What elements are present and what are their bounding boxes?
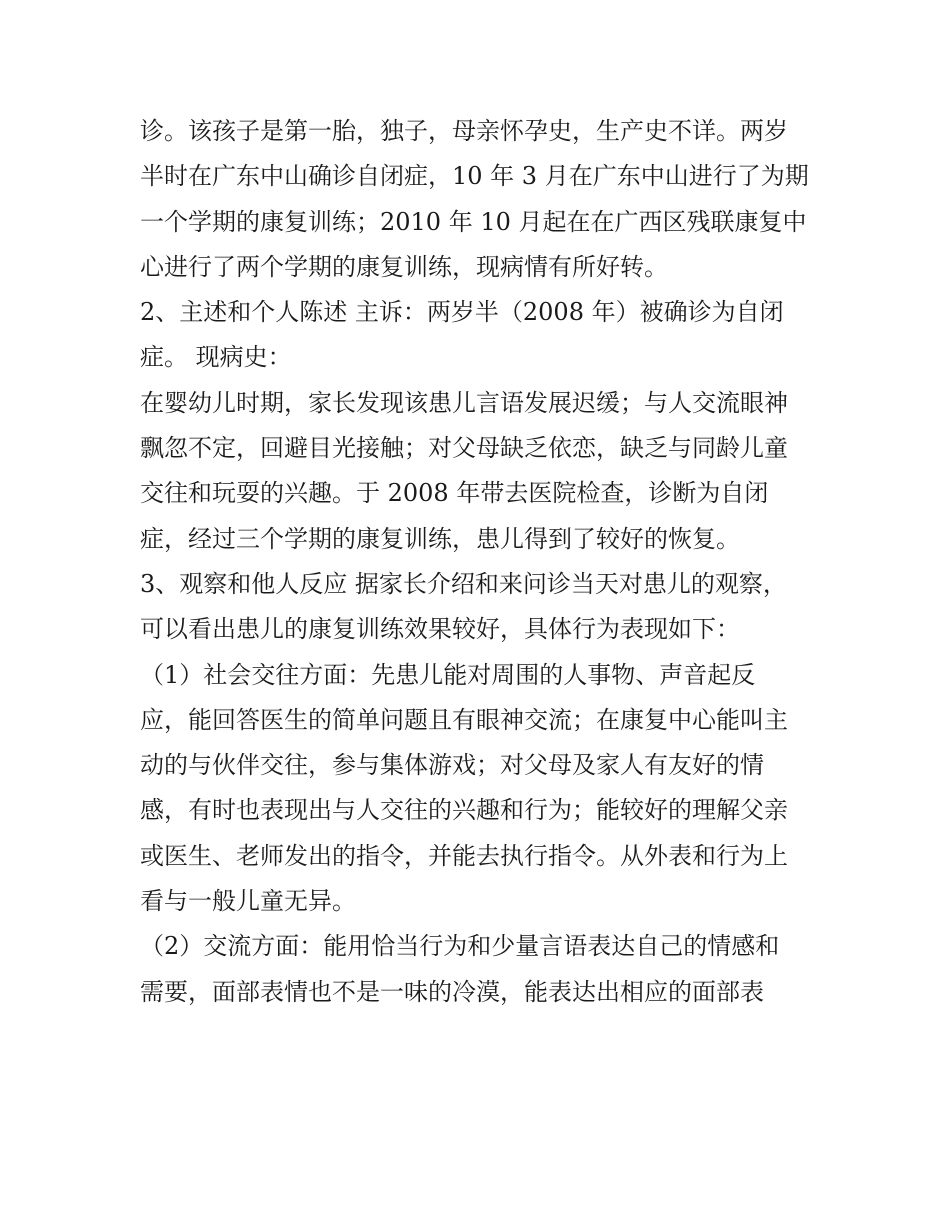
section-3-heading-line: 3、观察和他人反应 据家长介绍和来问诊当天对患儿的观察， [140,569,787,598]
document-body [140,109,840,1015]
text-line: 感，有时也表现出与人交往的兴趣和行为；能较好的理解父亲 [140,796,788,825]
text-line: 看与一般儿童无异。 [140,887,356,916]
text-line: 可以看出患儿的康复训练效果较好，具体行为表现如下： [140,615,740,644]
text-line: 交往和玩耍的兴趣。于 2008 年带去医院检查，诊断为自闭 [140,479,769,508]
text-line: 一个学期的康复训练；2010 年 10 月起在在广西区残联康复中 [140,207,807,236]
text-line: 心进行了两个学期的康复训练，现病情有所好转。 [140,252,668,281]
text-line: 应，能回答医生的简单问题且有眼神交流；在康复中心能叫主 [140,705,788,734]
text-line: 在婴幼儿时期，家长发现该患儿言语发展迟缓；与人交流眼神 [140,388,788,417]
text-line: 需要，面部表情也不是一味的冷漠，能表达出相应的面部表 [140,977,764,1006]
text-line: 诊。该孩子是第一胎，独子，母亲怀孕史，生产史不详。两岁 [140,117,788,145]
text-line: 症，经过三个学期的康复训练，患儿得到了较好的恢复。 [140,524,740,553]
item-1-heading-line: （1）社会交往方面：先患儿能对周围的人事物、声音起反 [140,660,756,689]
text-line: 症。 现病史： [140,343,292,372]
item-2-heading-line: （2）交流方面：能用恰当行为和少量言语表达自己的情感和 [140,932,780,961]
text-line: 动的与伙伴交往，参与集体游戏；对父母及家人有友好的情 [140,751,764,780]
text-line: 飘忽不定，回避目光接触；对父母缺乏依恋，缺乏与同龄儿童 [140,434,788,463]
text-line: 半时在广东中山确诊自闭症，10 年 3 月在广东中山进行了为期 [140,162,809,191]
text-line: 或医生、老师发出的指令，并能去执行指令。从外表和行为上 [140,841,788,870]
section-2-heading-line: 2、主述和个人陈述 主诉：两岁半（2008 年）被确诊为自闭 [140,298,784,327]
